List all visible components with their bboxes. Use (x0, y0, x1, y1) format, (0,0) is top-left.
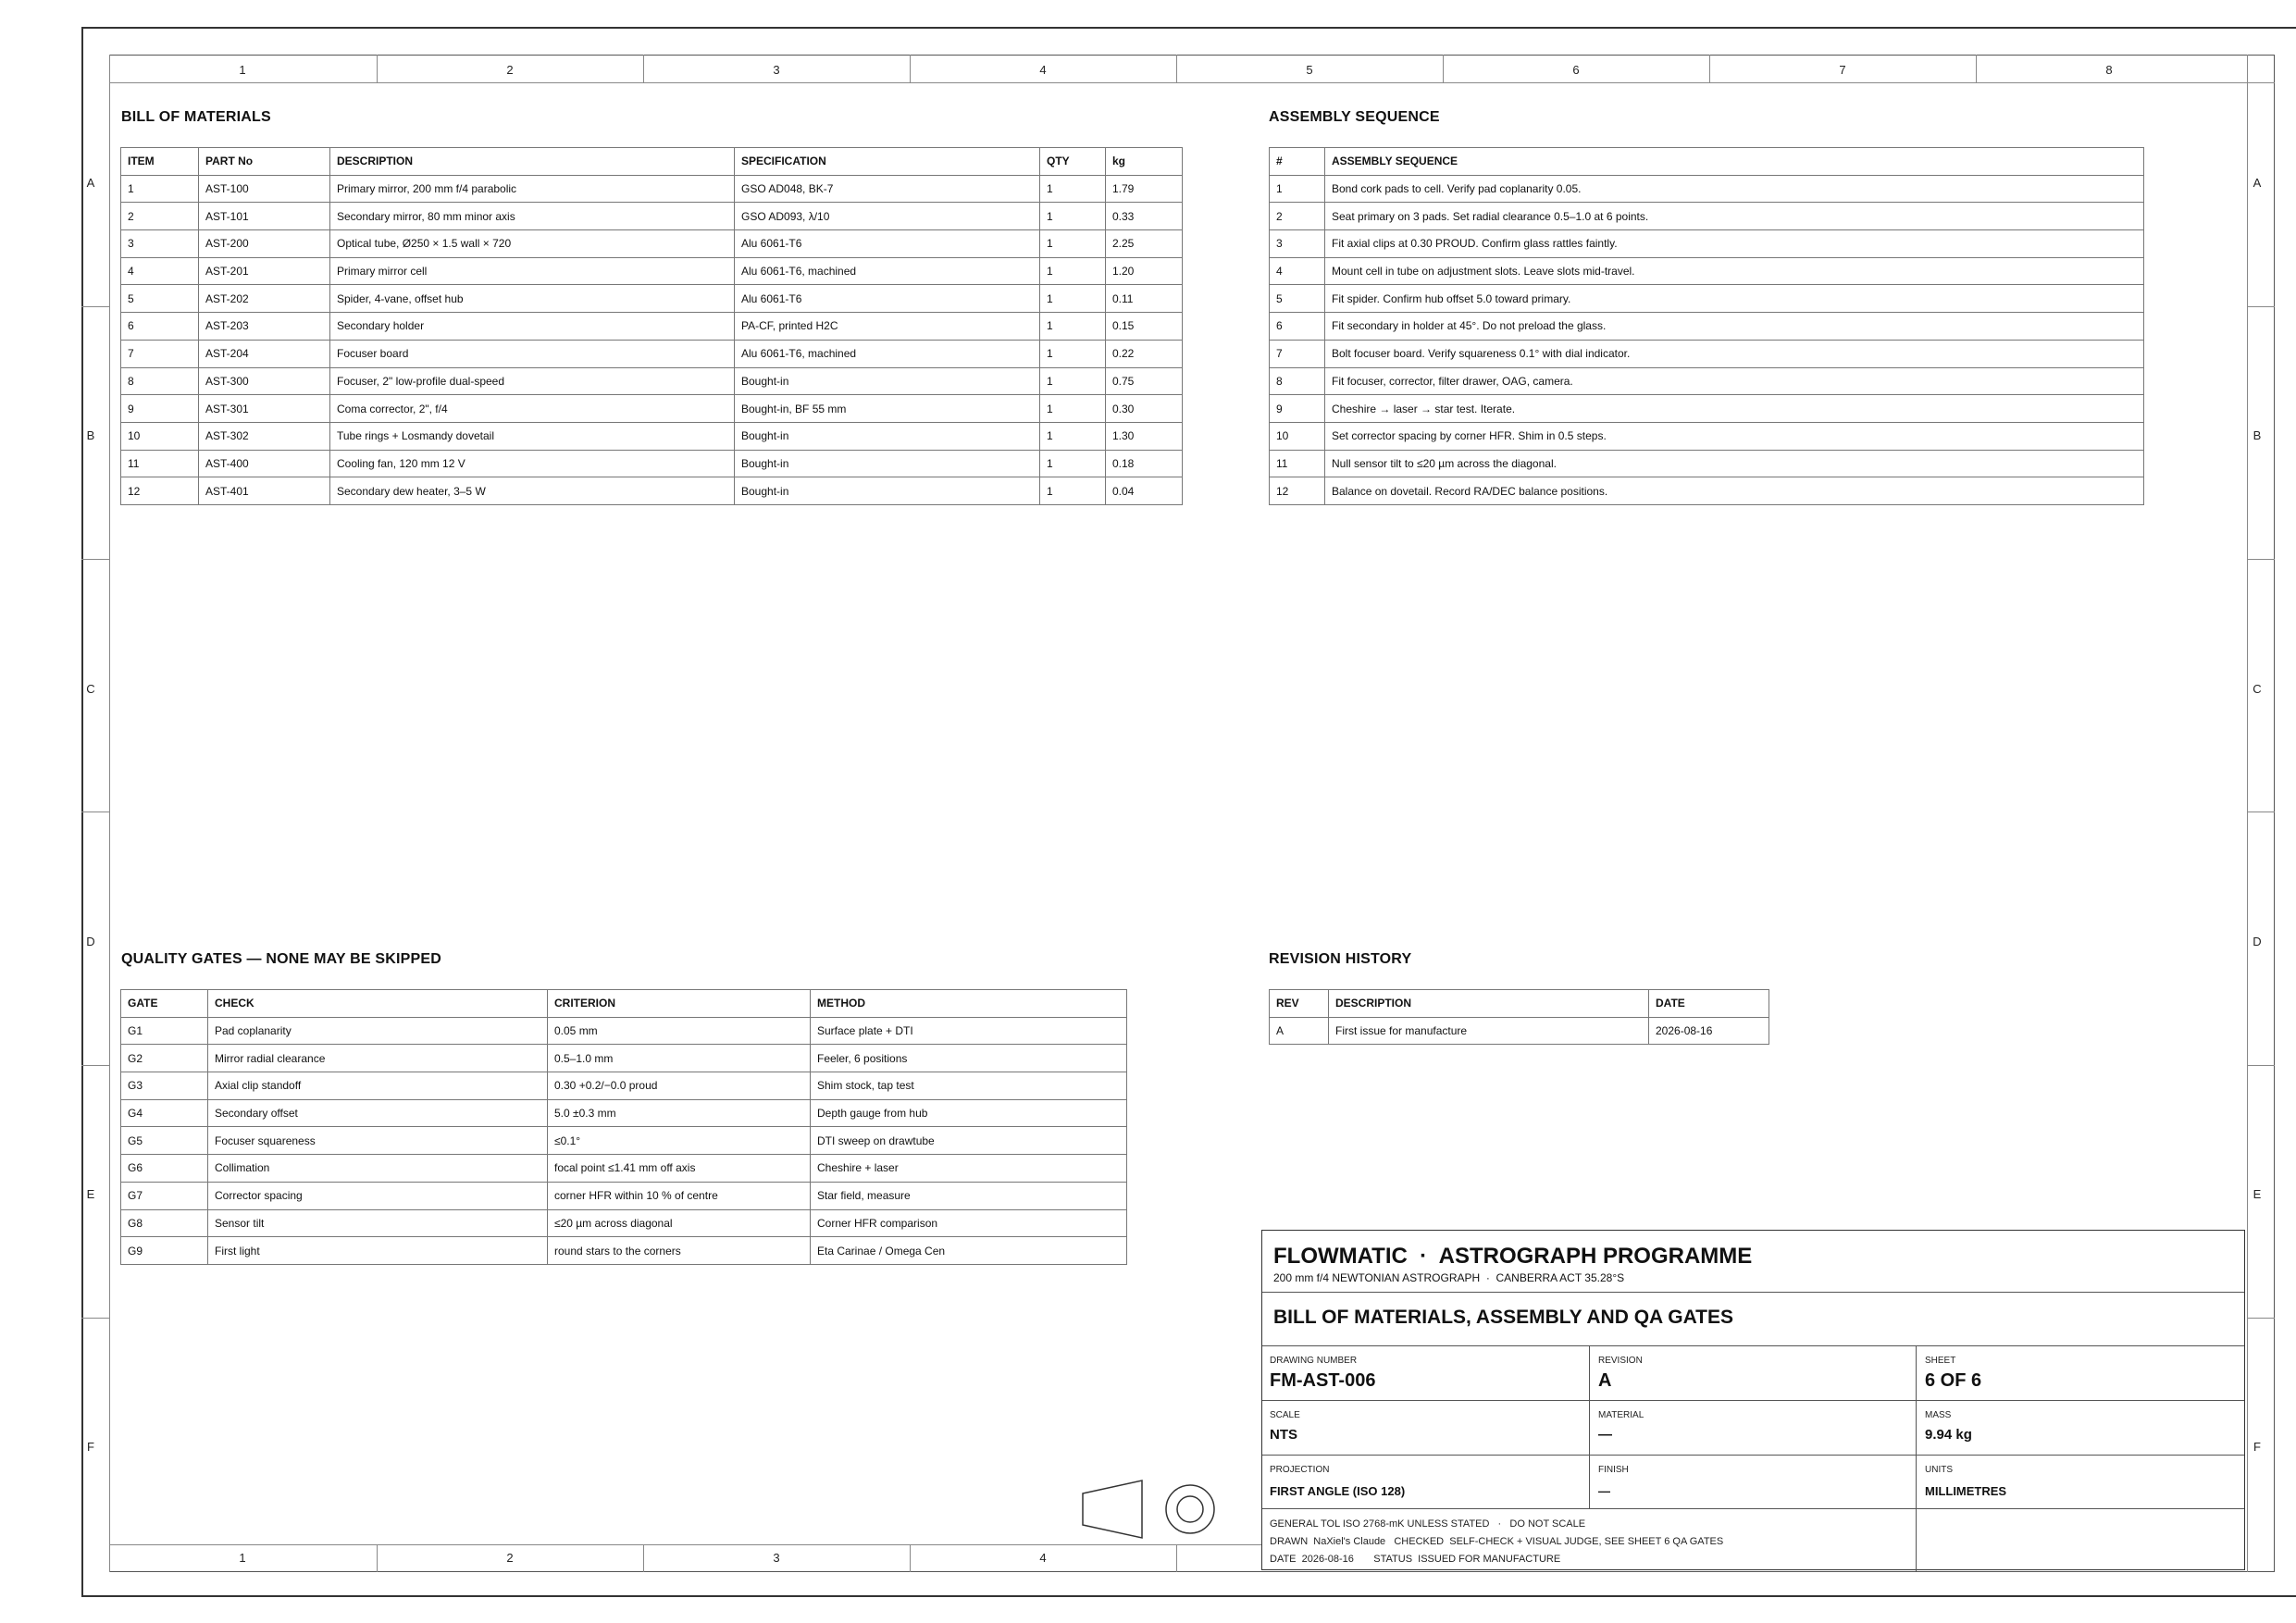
quality-cell: 0.5–1.0 mm (548, 1045, 811, 1072)
bom-cell: Alu 6061-T6, machined (735, 340, 1040, 367)
zone-row-c-left: C (86, 682, 95, 696)
quality-cell: corner HFR within 10 % of centre (548, 1182, 811, 1209)
assembly-cell: Fit focuser, corrector, filter drawer, OAG, camera. (1325, 367, 2144, 395)
quality-cell: G5 (121, 1127, 208, 1155)
bom-cell: 7 (121, 340, 199, 367)
bom-cell: AST-100 (199, 175, 330, 203)
bom-cell: 0.33 (1106, 203, 1183, 230)
bom-cell: Bought-in (735, 422, 1040, 450)
bom-cell: AST-200 (199, 230, 330, 258)
drawing-number-label: DRAWING NUMBER (1270, 1356, 1358, 1366)
assembly-cell: 2 (1270, 203, 1325, 230)
quality-cell: G7 (121, 1182, 208, 1209)
zone-tick (377, 1544, 378, 1572)
revisions-cell: A (1270, 1017, 1329, 1045)
bom-cell: 4 (121, 257, 199, 285)
bom-cell: 2.25 (1106, 230, 1183, 258)
quality-cell: Focuser squareness (208, 1127, 548, 1155)
bom-cell: Primary mirror, 200 mm f/4 parabolic (330, 175, 735, 203)
assembly-cell: 1 (1270, 175, 1325, 203)
bom-cell: Cooling fan, 120 mm 12 V (330, 450, 735, 477)
zone-tick (2247, 1065, 2275, 1066)
zone-col-4: 4 (1039, 63, 1047, 77)
zone-row-d-right: D (2253, 935, 2262, 948)
table-row (121, 230, 1183, 258)
quality-cell: focal point ≤1.41 mm off axis (548, 1155, 811, 1183)
zone-tick (81, 1318, 109, 1319)
table-row (121, 1017, 1127, 1045)
assembly-cell: Mount cell in tube on adjustment slots. Leave slots mid-travel. (1325, 257, 2144, 285)
divider (1916, 1345, 1917, 1571)
table-row (121, 1237, 1127, 1265)
bom-cell: 0.18 (1106, 450, 1183, 477)
bom-title: BILL OF MATERIALS (121, 109, 271, 125)
zone-row-f-left: F (87, 1440, 94, 1454)
revisions-col-description: DESCRIPTION (1329, 990, 1649, 1018)
bom-col-specification: SPECIFICATION (735, 148, 1040, 176)
table-row (1270, 203, 2144, 230)
drawing-number: FM-AST-006 (1270, 1370, 1376, 1391)
assembly-table (1269, 147, 2144, 505)
zone-tick (910, 55, 911, 82)
zone-tick (1176, 55, 1177, 82)
assembly-cell: 5 (1270, 285, 1325, 313)
table-row (121, 340, 1183, 367)
quality-title: QUALITY GATES — NONE MAY BE SKIPPED (121, 951, 442, 967)
quality-cell: First light (208, 1237, 548, 1265)
bom-cell: 8 (121, 367, 199, 395)
bom-cell: 0.22 (1106, 340, 1183, 367)
bom-cell: 0.75 (1106, 367, 1183, 395)
assembly-cell: Cheshire → laser → star test. Iterate. (1325, 395, 2144, 423)
quality-cell: G6 (121, 1155, 208, 1183)
first-angle-projection-icon (1078, 1479, 1226, 1540)
table-row (1270, 230, 2144, 258)
title-block (1261, 1230, 2245, 1570)
zone-tick (1976, 55, 1977, 82)
table-row (1270, 395, 2144, 423)
sheet-value: 6 OF 6 (1925, 1370, 1982, 1391)
revision-value: A (1598, 1370, 1612, 1391)
bom-cell: 0.15 (1106, 313, 1183, 341)
bom-cell: 1 (1040, 395, 1106, 423)
bom-cell: Secondary mirror, 80 mm minor axis (330, 203, 735, 230)
quality-cell: G8 (121, 1209, 208, 1237)
zone-col-1: 1 (239, 63, 246, 77)
bom-cell: Bought-in, BF 55 mm (735, 395, 1040, 423)
quality-table (120, 989, 1127, 1265)
quality-cell: 0.05 mm (548, 1017, 811, 1045)
bom-cell: AST-101 (199, 203, 330, 230)
assembly-cell: Null sensor tilt to ≤20 µm across the diagonal. (1325, 450, 2144, 477)
bom-col-description: DESCRIPTION (330, 148, 735, 176)
assembly-cell: 9 (1270, 395, 1325, 423)
table-row (121, 313, 1183, 341)
table-row (121, 257, 1183, 285)
zone-row-d-left: D (86, 935, 95, 948)
divider (1262, 1508, 2244, 1509)
table-row (121, 175, 1183, 203)
quality-cell: Collimation (208, 1155, 548, 1183)
assembly-cell: Bond cork pads to cell. Verify pad coplanarity 0.05. (1325, 175, 2144, 203)
quality-cell: 0.30 +0.2/−0.0 proud (548, 1072, 811, 1100)
quality-cell: DTI sweep on drawtube (811, 1127, 1127, 1155)
projection-label: PROJECTION (1270, 1465, 1330, 1475)
bom-cell: Alu 6061-T6, machined (735, 257, 1040, 285)
revisions-header-row (1270, 990, 1769, 1018)
zone-tick (1709, 55, 1710, 82)
quality-cell: round stars to the corners (548, 1237, 811, 1265)
bom-cell: 3 (121, 230, 199, 258)
material-label: MATERIAL (1598, 1410, 1644, 1420)
revisions-cell: 2026-08-16 (1649, 1017, 1769, 1045)
zone-col-4-bottom: 4 (1039, 1551, 1047, 1565)
bom-cell: 0.30 (1106, 395, 1183, 423)
bom-cell: Alu 6061-T6 (735, 285, 1040, 313)
zone-tick (81, 559, 109, 560)
assembly-cell: Seat primary on 3 pads. Set radial clearance 0.5–1.0 at 6 points. (1325, 203, 2144, 230)
bom-cell: Focuser, 2" low-profile dual-speed (330, 367, 735, 395)
table-row (121, 477, 1183, 505)
divider (1262, 1400, 2244, 1401)
zone-row-e-left: E (86, 1187, 95, 1201)
zone-tick (81, 306, 109, 307)
quality-cell: Corrector spacing (208, 1182, 548, 1209)
quality-cell: Cheshire + laser (811, 1155, 1127, 1183)
bom-cell: AST-204 (199, 340, 330, 367)
zone-col-6: 6 (1572, 63, 1580, 77)
assembly-title: ASSEMBLY SEQUENCE (1269, 109, 1440, 125)
bom-cell: 1 (1040, 203, 1106, 230)
zone-col-1-bottom: 1 (239, 1551, 246, 1565)
quality-cell: G2 (121, 1045, 208, 1072)
bom-cell: Focuser board (330, 340, 735, 367)
bom-cell: AST-401 (199, 477, 330, 505)
table-row (121, 1045, 1127, 1072)
revisions-title: REVISION HISTORY (1269, 951, 1412, 967)
quality-col-check: CHECK (208, 990, 548, 1018)
finish-label: FINISH (1598, 1465, 1629, 1475)
divider (1262, 1455, 2244, 1456)
zone-strip-line-bottom (109, 1544, 1261, 1545)
divider (1262, 1345, 2244, 1346)
bom-cell: 0.04 (1106, 477, 1183, 505)
assembly-cell: 12 (1270, 477, 1325, 505)
quality-header-row (121, 990, 1127, 1018)
bom-cell: AST-300 (199, 367, 330, 395)
table-row (121, 203, 1183, 230)
zone-row-c-right: C (2253, 682, 2262, 696)
bom-col-part: PART No (199, 148, 330, 176)
divider (1589, 1345, 1590, 1508)
zone-col-7: 7 (1839, 63, 1846, 77)
bom-cell: AST-400 (199, 450, 330, 477)
table-row (121, 1182, 1127, 1209)
table-row (121, 422, 1183, 450)
bom-cell: Bought-in (735, 450, 1040, 477)
zone-row-e-right: E (2253, 1187, 2262, 1201)
bom-cell: 12 (121, 477, 199, 505)
bom-cell: Secondary dew heater, 3–5 W (330, 477, 735, 505)
bom-cell: 2 (121, 203, 199, 230)
zone-tick (910, 1544, 911, 1572)
quality-cell: Sensor tilt (208, 1209, 548, 1237)
quality-cell: Secondary offset (208, 1099, 548, 1127)
assembly-cell: 3 (1270, 230, 1325, 258)
bom-cell: Secondary holder (330, 313, 735, 341)
revision-label: REVISION (1598, 1356, 1643, 1366)
quality-cell: Surface plate + DTI (811, 1017, 1127, 1045)
table-row (121, 367, 1183, 395)
assembly-cell: Fit secondary in holder at 45°. Do not preload the glass. (1325, 313, 2144, 341)
table-row (1270, 175, 2144, 203)
assembly-cell: Fit axial clips at 0.30 PROUD. Confirm glass rattles faintly. (1325, 230, 2144, 258)
zone-row-f-right: F (2253, 1440, 2261, 1454)
zone-row-b-left: B (86, 428, 95, 442)
assembly-col-step: ASSEMBLY SEQUENCE (1325, 148, 2144, 176)
title-block-subtitle: 200 mm f/4 NEWTONIAN ASTROGRAPH · CANBERRA ACT 35.28°S (1273, 1271, 1625, 1284)
drawing-title: BILL OF MATERIALS, ASSEMBLY AND QA GATES (1273, 1307, 1734, 1328)
table-row (121, 1072, 1127, 1100)
projection-value: FIRST ANGLE (ISO 128) (1270, 1484, 1406, 1498)
bom-cell: 1.79 (1106, 175, 1183, 203)
zone-strip-line-left (109, 55, 110, 1572)
zone-row-a-left: A (86, 176, 95, 190)
scale-label: SCALE (1270, 1410, 1300, 1420)
zone-col-3: 3 (773, 63, 780, 77)
table-row (121, 1209, 1127, 1237)
quality-cell: Eta Carinae / Omega Cen (811, 1237, 1127, 1265)
sheet-label: SHEET (1925, 1356, 1956, 1366)
assembly-cell: Set corrector spacing by corner HFR. Shim in 0.5 steps. (1325, 422, 2144, 450)
divider (1262, 1292, 2244, 1293)
bom-cell: Bought-in (735, 477, 1040, 505)
assembly-cell: Balance on dovetail. Record RA/DEC balance positions. (1325, 477, 2144, 505)
bom-cell: 1 (1040, 367, 1106, 395)
general-tolerance-note: GENERAL TOL ISO 2768-mK UNLESS STATED · DO NOT SCALE (1270, 1518, 1586, 1530)
bom-cell: 1.30 (1106, 422, 1183, 450)
table-row (121, 1099, 1127, 1127)
bom-cell: Coma corrector, 2", f/4 (330, 395, 735, 423)
quality-cell: G4 (121, 1099, 208, 1127)
bom-cell: AST-302 (199, 422, 330, 450)
bom-cell: AST-203 (199, 313, 330, 341)
revisions-col-rev: REV (1270, 990, 1329, 1018)
quality-col-criterion: CRITERION (548, 990, 811, 1018)
table-row (1270, 1017, 1769, 1045)
quality-cell: Depth gauge from hub (811, 1099, 1127, 1127)
bom-cell: 1 (121, 175, 199, 203)
quality-cell: G3 (121, 1072, 208, 1100)
table-row (1270, 450, 2144, 477)
quality-cell: Corner HFR comparison (811, 1209, 1127, 1237)
bom-cell: 1 (1040, 477, 1106, 505)
bom-cell: GSO AD048, BK-7 (735, 175, 1040, 203)
date-status-note: DATE 2026-08-16 STATUS ISSUED FOR MANUFACTURE (1270, 1554, 1561, 1565)
bom-cell: 1 (1040, 340, 1106, 367)
zone-strip-line-top (109, 82, 2275, 83)
bom-cell: 1 (1040, 422, 1106, 450)
material-value: — (1598, 1427, 1612, 1443)
bom-cell: Tube rings + Losmandy dovetail (330, 422, 735, 450)
zone-col-3-bottom: 3 (773, 1551, 780, 1565)
quality-cell: G1 (121, 1017, 208, 1045)
bom-cell: AST-202 (199, 285, 330, 313)
quality-cell: Feeler, 6 positions (811, 1045, 1127, 1072)
mass-label: MASS (1925, 1410, 1952, 1420)
zone-tick (377, 55, 378, 82)
units-label: UNITS (1925, 1465, 1953, 1475)
bom-col-qty: QTY (1040, 148, 1106, 176)
quality-cell: Shim stock, tap test (811, 1072, 1127, 1100)
table-row (1270, 422, 2144, 450)
units-value: MILLIMETRES (1925, 1484, 2007, 1498)
table-row (1270, 340, 2144, 367)
quality-cell: Pad coplanarity (208, 1017, 548, 1045)
bom-table (120, 147, 1183, 505)
bom-cell: Alu 6061-T6 (735, 230, 1040, 258)
zone-tick (2247, 306, 2275, 307)
revisions-cell: First issue for manufacture (1329, 1017, 1649, 1045)
title-block-company: FLOWMATIC · ASTROGRAPH PROGRAMME (1273, 1244, 1753, 1269)
bom-cell: 1 (1040, 450, 1106, 477)
table-row (121, 395, 1183, 423)
assembly-cell: 6 (1270, 313, 1325, 341)
quality-cell: ≤20 µm across diagonal (548, 1209, 811, 1237)
table-row (121, 1155, 1127, 1183)
zone-tick (643, 55, 644, 82)
table-row (1270, 367, 2144, 395)
revisions-table (1269, 989, 1769, 1045)
assembly-header-row (1270, 148, 2144, 176)
bom-cell: 6 (121, 313, 199, 341)
assembly-cell: 11 (1270, 450, 1325, 477)
quality-cell: Axial clip standoff (208, 1072, 548, 1100)
zone-tick (2247, 1318, 2275, 1319)
bom-col-kg: kg (1106, 148, 1183, 176)
zone-tick (2247, 559, 2275, 560)
assembly-cell: 10 (1270, 422, 1325, 450)
mass-value: 9.94 kg (1925, 1427, 1972, 1443)
bom-cell: 1 (1040, 230, 1106, 258)
bom-cell: Bought-in (735, 367, 1040, 395)
finish-value: — (1598, 1484, 1610, 1498)
bom-cell: 11 (121, 450, 199, 477)
bom-cell: PA-CF, printed H2C (735, 313, 1040, 341)
zone-tick (1176, 1544, 1177, 1572)
bom-cell: AST-201 (199, 257, 330, 285)
bom-cell: 5 (121, 285, 199, 313)
bom-cell: 1 (1040, 175, 1106, 203)
assembly-cell: 4 (1270, 257, 1325, 285)
zone-col-2: 2 (506, 63, 514, 77)
bom-cell: 9 (121, 395, 199, 423)
bom-header-row (121, 148, 1183, 176)
bom-cell: AST-301 (199, 395, 330, 423)
quality-cell: Mirror radial clearance (208, 1045, 548, 1072)
table-row (121, 285, 1183, 313)
bom-cell: 1 (1040, 313, 1106, 341)
bom-col-item: ITEM (121, 148, 199, 176)
zone-col-2-bottom: 2 (506, 1551, 514, 1565)
zone-row-b-right: B (2253, 428, 2262, 442)
drawn-checked-note: DRAWN NaXiel's Claude CHECKED SELF-CHECK + VISUAL JUDGE, SEE SHEET 6 QA GATES (1270, 1536, 1724, 1547)
bom-cell: Primary mirror cell (330, 257, 735, 285)
quality-col-method: METHOD (811, 990, 1127, 1018)
quality-cell: ≤0.1° (548, 1127, 811, 1155)
zone-col-5: 5 (1306, 63, 1313, 77)
quality-cell: G9 (121, 1237, 208, 1265)
zone-tick (1443, 55, 1444, 82)
table-row (1270, 285, 2144, 313)
assembly-col-number: # (1270, 148, 1325, 176)
table-row (1270, 257, 2144, 285)
bom-cell: 1 (1040, 285, 1106, 313)
quality-col-gate: GATE (121, 990, 208, 1018)
zone-tick (643, 1544, 644, 1572)
assembly-cell: 8 (1270, 367, 1325, 395)
table-row (1270, 313, 2144, 341)
bom-cell: 1.20 (1106, 257, 1183, 285)
assembly-cell: Fit spider. Confirm hub offset 5.0 toward primary. (1325, 285, 2144, 313)
assembly-cell: 7 (1270, 340, 1325, 367)
bom-cell: GSO AD093, λ/10 (735, 203, 1040, 230)
bom-cell: Optical tube, Ø250 × 1.5 wall × 720 (330, 230, 735, 258)
bom-cell: Spider, 4-vane, offset hub (330, 285, 735, 313)
bom-cell: 0.11 (1106, 285, 1183, 313)
bom-cell: 1 (1040, 257, 1106, 285)
table-row (121, 1127, 1127, 1155)
scale-value: NTS (1270, 1427, 1297, 1443)
assembly-cell: Bolt focuser board. Verify squareness 0.1° with dial indicator. (1325, 340, 2144, 367)
zone-col-8: 8 (2105, 63, 2113, 77)
zone-tick (81, 1065, 109, 1066)
table-row (1270, 477, 2144, 505)
quality-cell: Star field, measure (811, 1182, 1127, 1209)
zone-row-a-right: A (2253, 176, 2262, 190)
bom-cell: 10 (121, 422, 199, 450)
zone-strip-line-right (2247, 55, 2248, 1572)
table-row (121, 450, 1183, 477)
quality-cell: 5.0 ±0.3 mm (548, 1099, 811, 1127)
revisions-col-date: DATE (1649, 990, 1769, 1018)
